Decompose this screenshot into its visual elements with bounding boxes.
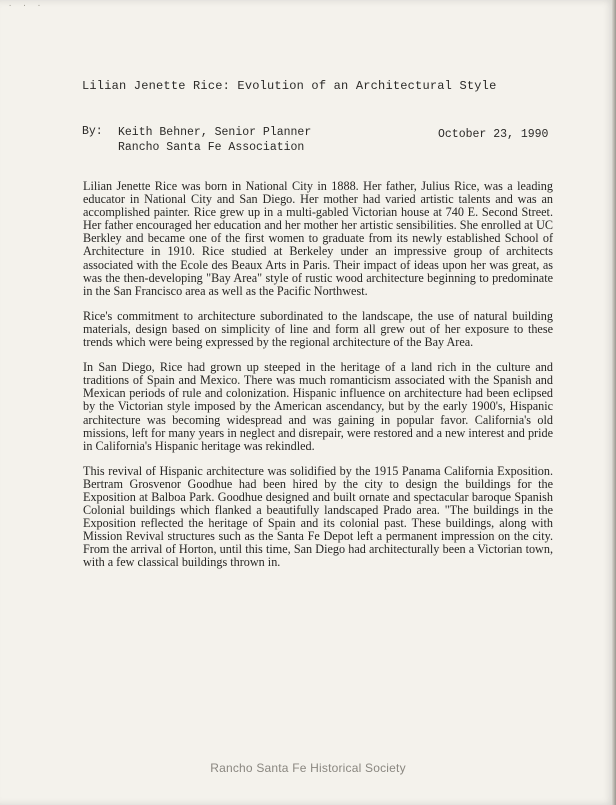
document-date: October 23, 1990 — [438, 128, 549, 141]
author-organization-line: Rancho Santa Fe Association — [118, 141, 305, 154]
body-text — [83, 180, 553, 582]
author-block — [118, 125, 311, 155]
document-title: Lilian Jenette Rice: Evolution of an Architectural Style — [82, 79, 497, 93]
byline-label: By: — [82, 125, 103, 138]
scan-corner-marks: · · · — [8, 2, 45, 10]
paragraph-1: Lilian Jenette Rice was born in National City in 1888. Her father, Julius Rice, was a leading educator in National City and San Diego. Her mother had varied artistic talents and was an accomplished painter. Rice grew up in a multi-gabled Victorian house at 740 E. Second Street. Her father encouraged her education and her mother her artistic sensibilities. She enrolled at UC Berkley and became one of the first women to graduate from its newly established School of Architecture in 1910. Rice studied at Berkeley under an impressive group of architects associated with the Ecole des Beaux Arts in Paris. Their impact of ideas upon her was great, as was the then-developing "Bay Area" style of rustic wood architecture beginning to predominate in the San Francisco area as well as the Pacific Northwest. — [83, 179, 553, 298]
paragraph-4: This revival of Hispanic architecture was solidified by the 1915 Panama California Exposition. Bertram Grosvenor Goodhue had been hired by the city to design the buildings for the Exposition at Balboa Park. Goodhue designed and built ornate and spectacular baroque Spanish Colonial buildings which flanked a beautifully landscaped Prado area. "The buildings in the Exposition reflected the heritage of Spain and its colonial past. These buildings, along with Mission Revival structures such as the Santa Fe Depot left a permanent impression on the city. From the arrival of Horton, until this time, San Diego had architecturally been a Victorian town, with a few classical buildings thrown in. — [83, 463, 553, 570]
paragraph-3: In San Diego, Rice had grown up steeped in the heritage of a land rich in the culture and traditions of Spain and Mexico. There was much romanticism associated with the Spanish and Mexican periods of rule and colonization. Hispanic influence on architecture had been eclipsed by the Victorian style imposed by the American ascendancy, but by the early 1900's, Hispanic architecture was becoming widespread and was gaining in popular favor. California's old missions, left for many years in neglect and disrepair, were restored and a new interest and pride in California's Hispanic heritage was rekindled. — [83, 360, 553, 453]
page-edge-shadow — [612, 0, 616, 805]
author-name-line: Keith Behner, Senior Planner — [118, 126, 312, 139]
archive-watermark: Rancho Santa Fe Historical Society — [210, 761, 406, 775]
paragraph-2: Rice's commitment to architecture subordinated to the landscape, the use of natural building materials, design based on simplicity of line and form all grew out of her exposure to these trends which were being expressed by the regional architecture of the Bay Area. — [83, 308, 553, 350]
